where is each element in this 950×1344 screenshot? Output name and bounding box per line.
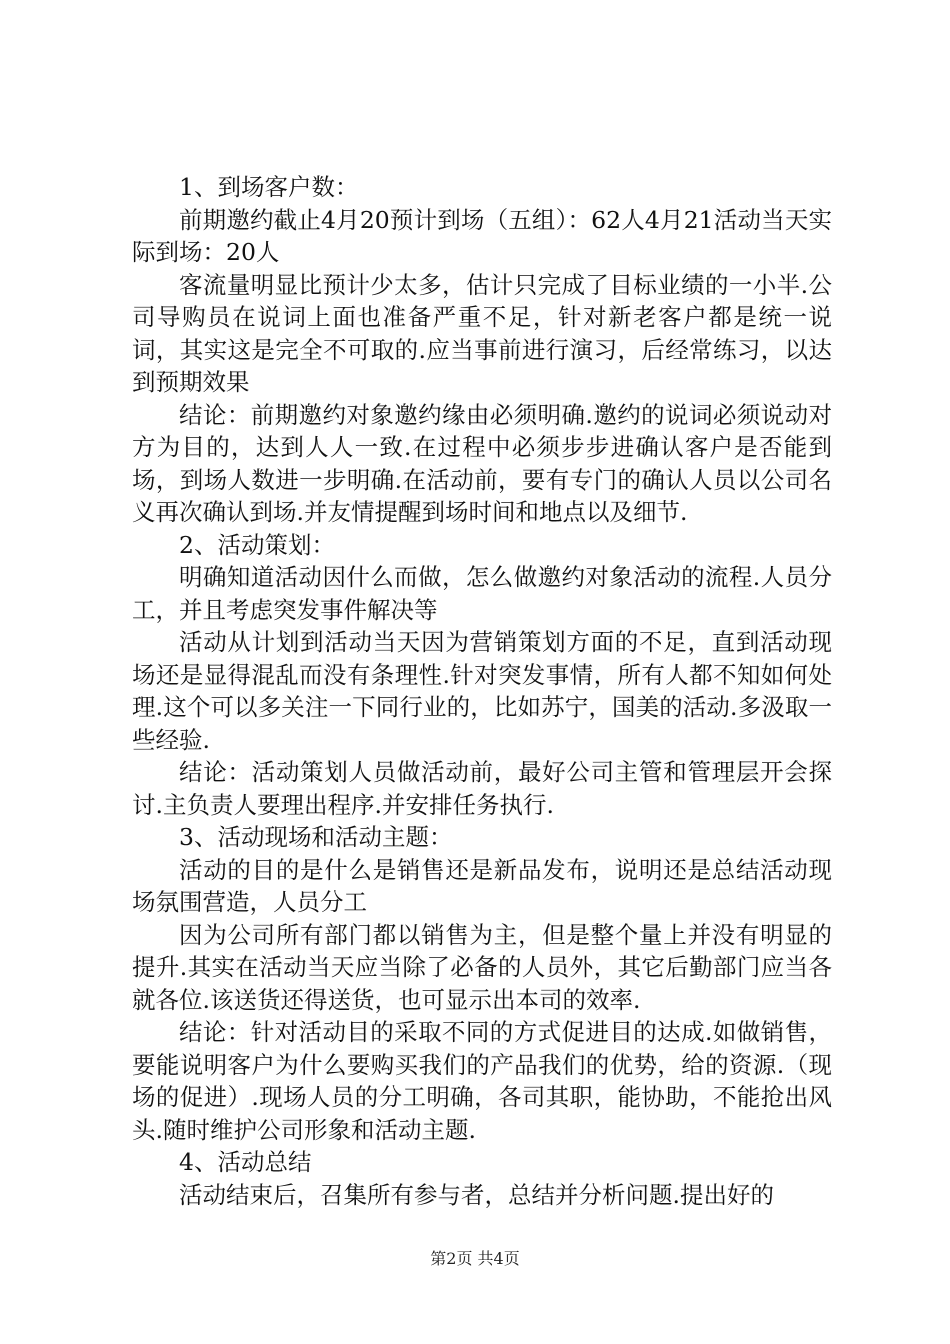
section-arrival — [132, 171, 832, 529]
section-summary — [132, 1146, 832, 1211]
paragraph: 活动从计划到活动当天因为营销策划方面的不足，直到活动现场还是显得混乱而没有条理性.针对突发事情，所有人都不知如何处理.这个可以多关注一下同行业的，比如苏宁，国美的活动.多汲取一些经验. — [132, 628, 832, 754]
paragraph: 活动结束后，召集所有参与者，总结并分析问题.提出好的 — [179, 1180, 774, 1209]
paragraph: 客流量明显比预计少太多，估计只完成了目标业绩的一小半.公司导购员在说词上面也准备严重不足，针对新老客户都是统一说词，其实这是完全不可取的.应当事前进行演习，后经常练习，以达到预期效果 — [132, 270, 832, 396]
section-venue-theme — [132, 821, 832, 1146]
paragraph: 前期邀约截止4月20预计到场（五组）：62人4月21活动当天实际到场：20人 — [132, 205, 832, 266]
section-heading: 3、活动现场和活动主题： — [179, 823, 453, 851]
paragraph: 结论：活动策划人员做活动前，最好公司主管和管理层开会探讨.主负责人要理出程序.并安排任务执行. — [132, 758, 832, 819]
section-heading: 4、活动总结 — [179, 1148, 312, 1176]
paragraph: 结论：前期邀约对象邀约缘由必须明确.邀约的说词必须说动对方为目的，达到人人一致.在过程中必须步步进确认客户是否能到场，到场人数进一步明确.在活动前，要有专门的确认人员以公司名义再次确认到场.并友情提醒到场时间和地点以及细节. — [132, 400, 832, 526]
section-planning — [132, 529, 832, 822]
section-heading: 1、到场客户数： — [179, 173, 359, 201]
section-heading: 2、活动策划： — [179, 530, 335, 559]
document-body — [132, 171, 832, 1211]
paragraph: 活动的目的是什么是销售还是新品发布，说明还是总结活动现场氛围营造，人员分工 — [132, 855, 832, 916]
paragraph: 因为公司所有部门都以销售为主，但是整个量上并没有明显的提升.其实在活动当天应当除了必备的人员外，其它后勤部门应当各就各位.该送货还得送货，也可显示出本司的效率. — [132, 920, 832, 1014]
paragraph: 明确知道活动因什么而做，怎么做邀约对象活动的流程.人员分工，并且考虑突发事件解决等 — [132, 563, 832, 624]
page-footer: 第2页 共4页 — [430, 1249, 520, 1268]
paragraph: 结论：针对活动目的采取不同的方式促进目的达成.如做销售，要能说明客户为什么要购买我们的产品我们的优势，给的资源.（现场的促进）.现场人员的分工明确，各司其职，能协助，不能抢出风头.随时维护公司形象和活动主题. — [132, 1018, 832, 1144]
